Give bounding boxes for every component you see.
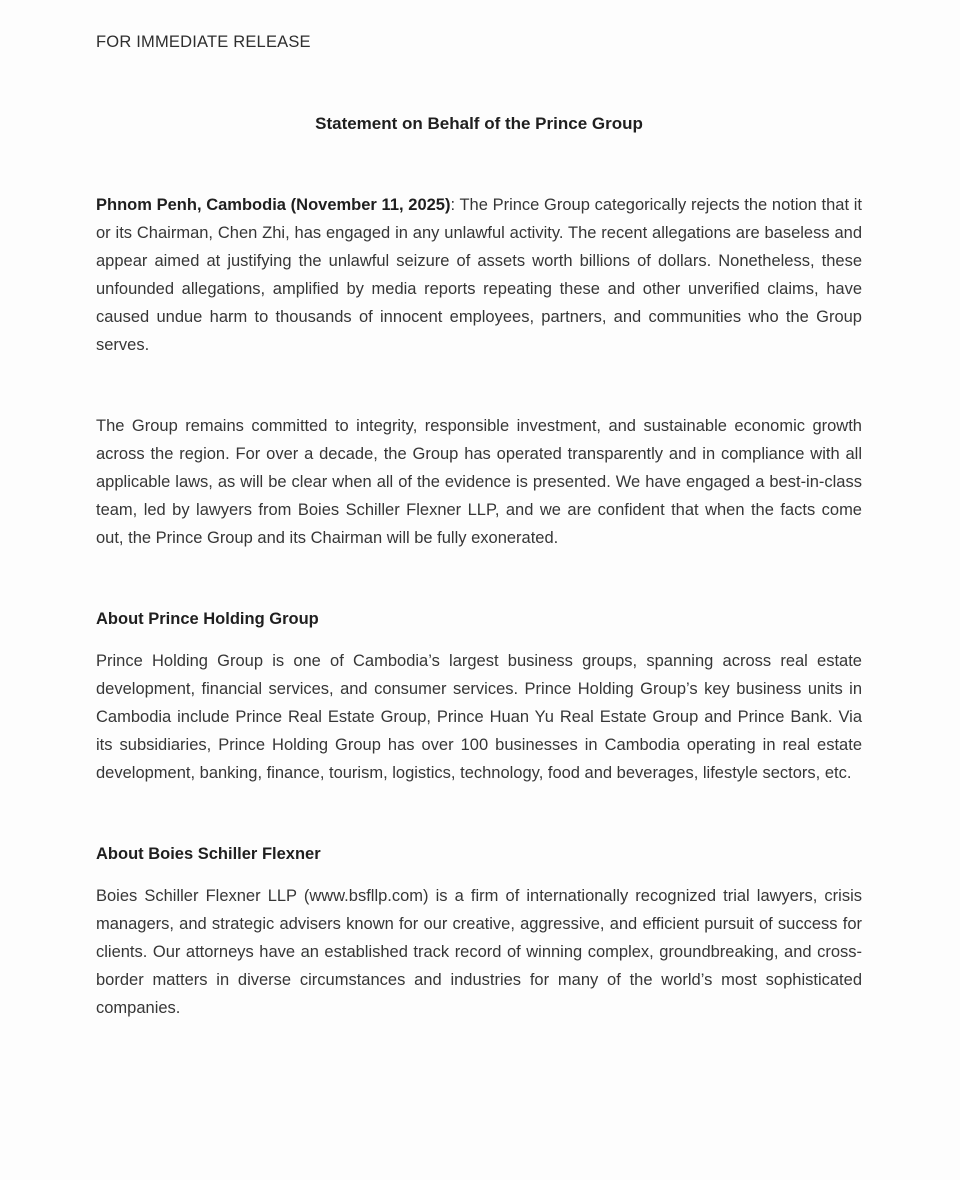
section-heading-about-prince-holding-group: About Prince Holding Group (96, 610, 319, 628)
document-title: Statement on Behalf of the Prince Group (315, 114, 643, 133)
release-line: FOR IMMEDIATE RELEASE (96, 33, 311, 51)
commitment-paragraph: The Group remains committed to integrity, responsible investment, and sustainable economic growth across the region. For over a decade, the Group has operated transparently and in compliance with all applicable laws, as will be clear when all of the evidence is presented. We have engaged a best-in-class team, led by lawyers from Boies Schiller Flexner LLP, and we are confident that when the facts come out, the Prince Group and its Chairman will be fully exonerated. (96, 417, 862, 547)
section-heading-about-boies-schiller-flexner: About Boies Schiller Flexner (96, 845, 321, 863)
about-prince-holding-group-paragraph: Prince Holding Group is one of Cambodia’s largest business groups, spanning across real estate development, financial services, and consumer services. Prince Holding Group’s key business units in Cambodia include Prince Real Estate Group, Prince Huan Yu Real Estate Group and Prince Bank. Via its subsidiaries, Prince Holding Group has over 100 businesses in Cambodia operating in real estate development, banking, finance, tourism, logistics, technology, food and beverages, lifestyle sectors, etc. (96, 652, 862, 782)
dateline: Phnom Penh, Cambodia (November 11, 2025) (96, 196, 451, 214)
about-boies-schiller-flexner-paragraph: Boies Schiller Flexner LLP (www.bsfllp.com) is a firm of internationally recognized trial lawyers, crisis managers, and strategic advisers known for our creative, aggressive, and efficient pursuit of success for clients. Our attorneys have an established track record of winning complex, groundbreaking, and cross-border matters in diverse circumstances and industries for many of the world’s most sophisticated companies. (96, 887, 862, 1017)
statement-paragraph (96, 191, 862, 359)
statement-body-text: : The Prince Group categorically rejects the notion that it or its Chairman, Chen Zhi, has engaged in any unlawful activity. The recent allegations are baseless and appear aimed at justifying the unlawful seizure of assets worth billions of dollars. Nonetheless, these unfounded allegations, amplified by media reports repeating these and other unverified claims, have caused undue harm to thousands of innocent employees, partners, and communities who the Group serves. (96, 196, 862, 354)
